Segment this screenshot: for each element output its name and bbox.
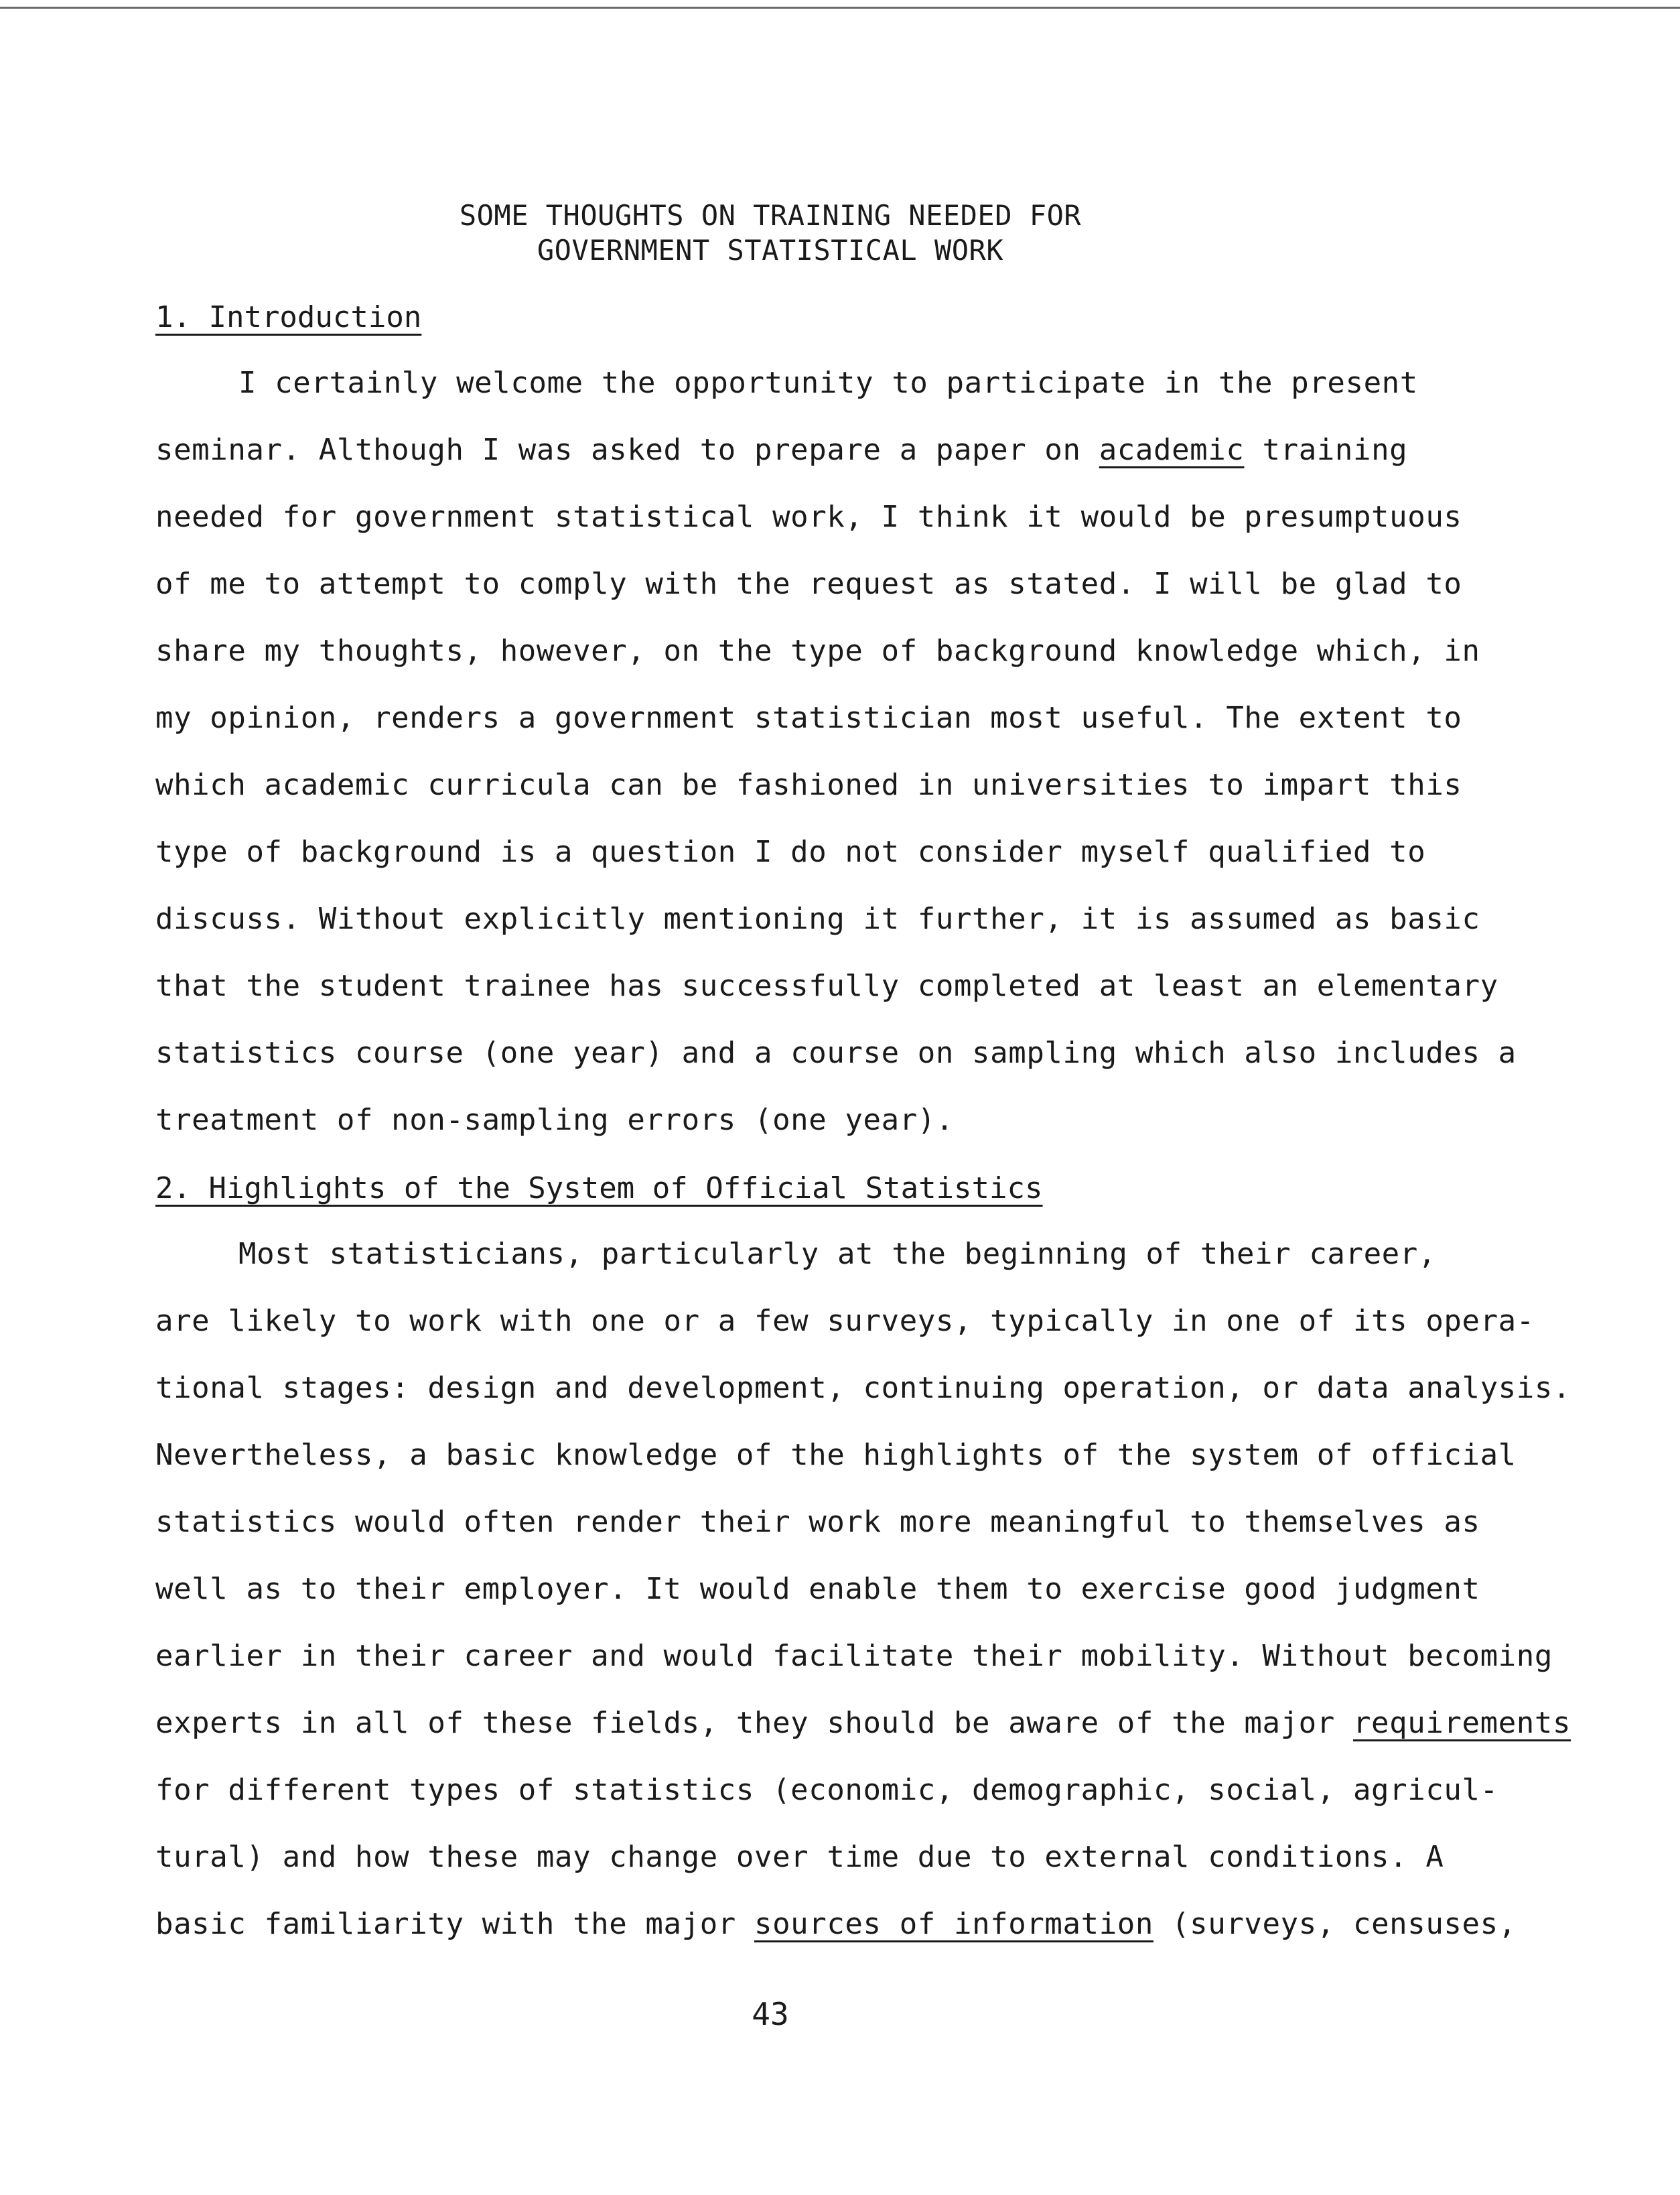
paragraph-line: tural) and how these may change over time due to external conditions. A	[155, 1840, 1444, 1874]
paragraph-line: Most statisticians, particularly at the beginning of their career,	[238, 1237, 1436, 1271]
title-line-1: SOME THOUGHTS ON TRAINING NEEDED FOR	[459, 199, 1082, 232]
emphasis-academic: academic	[1099, 433, 1245, 467]
section-2-heading: 2. Highlights of the System of Official Statistics	[155, 1171, 1043, 1205]
section-2-body	[155, 1237, 1571, 1974]
section-1-body	[155, 366, 1562, 1170]
paragraph-line: for different types of statistics (economic, demographic, social, agricul-	[155, 1773, 1498, 1807]
paragraph-line: seminar. Although I was asked to prepare a paper on academic training	[155, 433, 1408, 467]
paragraph-line: statistics course (one year) and a course on sampling which also includes a	[155, 1036, 1517, 1070]
paragraph-line: Nevertheless, a basic knowledge of the highlights of the system of official	[155, 1438, 1517, 1472]
title-line-2: GOVERNMENT STATISTICAL WORK	[537, 234, 1004, 267]
paragraph-line: discuss. Without explicitly mentioning it further, it is assumed as basic	[155, 902, 1480, 936]
paragraph-line: statistics would often render their work more meaningful to themselves as	[155, 1505, 1480, 1539]
paragraph-line: well as to their employer. It would enable them to exercise good judgment	[155, 1572, 1480, 1606]
paragraph-line: earlier in their career and would facilitate their mobility. Without becoming	[155, 1639, 1553, 1673]
paragraph-line: of me to attempt to comply with the request as stated. I will be glad to	[155, 567, 1462, 601]
paragraph-line: basic familiarity with the major sources of information (surveys, censuses,	[155, 1907, 1517, 1941]
paragraph-line: needed for government statistical work, I think it would be presumptuous	[155, 500, 1462, 534]
document-title	[0, 198, 1541, 268]
paragraph-line: my opinion, renders a government statistician most useful. The extent to	[155, 701, 1462, 735]
emphasis-sources-of-information: sources of information	[754, 1907, 1153, 1941]
paragraph-line: tional stages: design and development, continuing operation, or data analysis.	[155, 1371, 1571, 1405]
paragraph-line: I certainly welcome the opportunity to participate in the present	[238, 366, 1418, 400]
paragraph-line: treatment of non-sampling errors (one year).	[155, 1103, 954, 1137]
scan-top-border	[0, 7, 1680, 9]
paragraph-line: experts in all of these fields, they should be aware of the major requirements	[155, 1706, 1571, 1740]
paragraph-line: are likely to work with one or a few surveys, typically in one of its opera-	[155, 1304, 1535, 1338]
paragraph-line: type of background is a question I do not consider myself qualified to	[155, 835, 1426, 869]
paragraph-line: that the student trainee has successfully completed at least an elementary	[155, 969, 1498, 1003]
paragraph-line: which academic curricula can be fashioned in universities to impart this	[155, 768, 1462, 802]
section-1-heading: 1. Introduction	[155, 300, 422, 334]
paragraph-line: share my thoughts, however, on the type of background knowledge which, in	[155, 634, 1480, 668]
page-number: 43	[752, 1996, 789, 2032]
emphasis-requirements: requirements	[1352, 1706, 1571, 1740]
